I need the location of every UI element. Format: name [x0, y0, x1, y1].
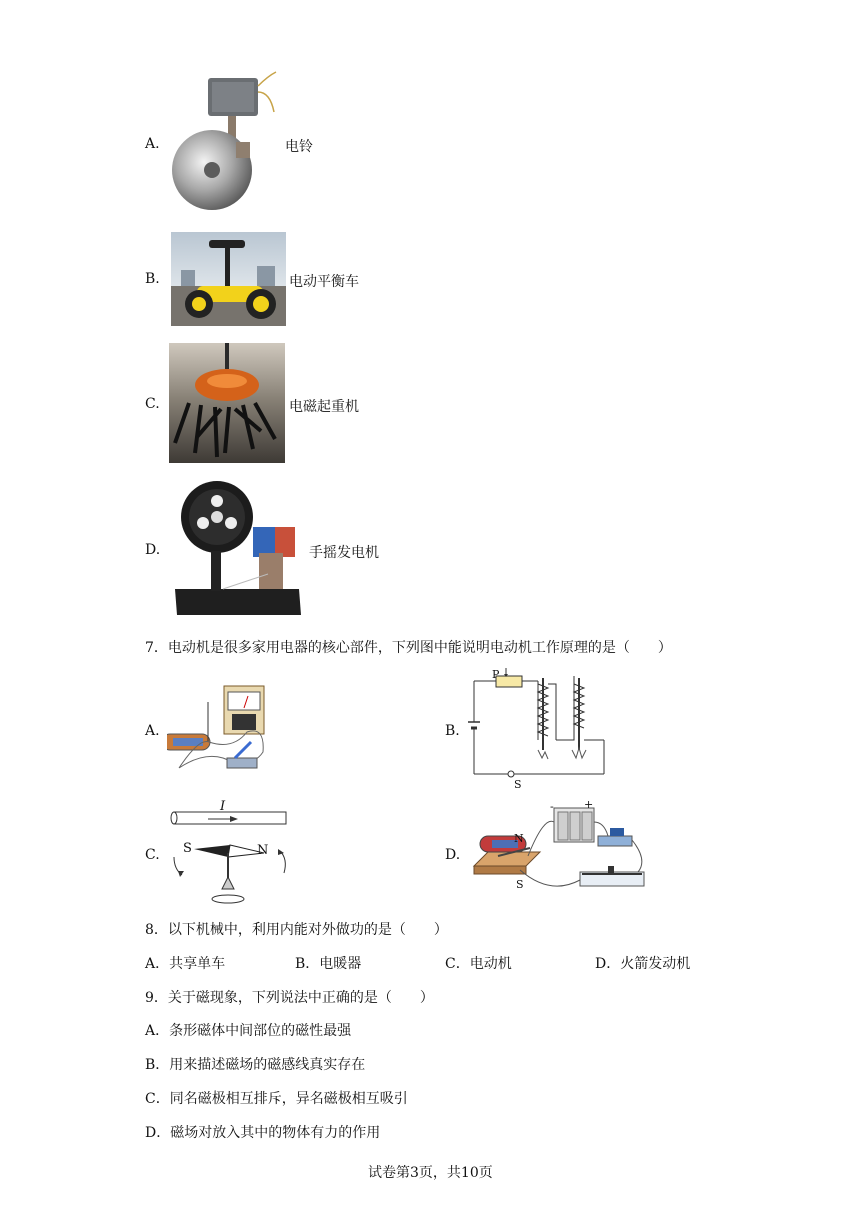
q7-c-label-south: S	[183, 841, 192, 856]
q9-stem: 9．关于磁现象，下列说法中正确的是（ ）	[145, 990, 434, 1006]
q6-option-c-caption: 电磁起重机	[289, 399, 359, 415]
q7-b-label-s: S	[514, 778, 522, 791]
q6-option-d-letter: D.	[145, 542, 161, 558]
q8-option-c-letter: C．	[445, 956, 470, 972]
q7-b-label-p: P	[492, 668, 500, 681]
q6-option-c-letter: C.	[145, 396, 160, 412]
q8-option-c	[445, 953, 512, 973]
electromagnets-circuit-icon	[466, 664, 612, 794]
q6-option-a-caption: 电铃	[285, 139, 313, 155]
q8-option-c-text: 电动机	[469, 956, 512, 972]
q8-option-b	[295, 953, 361, 973]
q7-option-c-letter: C.	[145, 847, 160, 863]
q7-d-label-north: N	[514, 832, 524, 845]
q8-option-d-text: 火箭发动机	[620, 956, 691, 972]
q9-option-a: A．条形磁体中间部位的磁性最强	[145, 1023, 352, 1039]
self-balancing-scooter-icon	[171, 232, 286, 326]
q7-option-d-letter: D.	[445, 847, 461, 863]
q8-option-d	[595, 953, 690, 973]
q8-stem: 8．以下机械中，利用内能对外做功的是（ ）	[145, 922, 448, 938]
q7-d-label-south: S	[516, 878, 524, 891]
q6-option-d-caption: 手摇发电机	[309, 545, 379, 561]
motor-principle-setup-icon	[468, 800, 648, 900]
q8-option-b-letter: B．	[295, 956, 320, 972]
q7-c-label-current: I	[220, 799, 226, 814]
q7-stem: 7．电动机是很多家用电器的核心部件，下列图中能说明电动机工作原理的是（ ）	[145, 640, 672, 656]
q8-option-a-letter: A．	[145, 956, 170, 972]
q8-option-a-text: 共享单车	[169, 956, 226, 972]
q6-option-b-caption: 电动平衡车	[289, 274, 359, 290]
q9-option-b: B．用来描述磁场的磁感线真实存在	[145, 1057, 366, 1073]
q9-option-d: D．磁场对放入其中的物体有力的作用	[145, 1125, 381, 1141]
q8-option-d-letter: D．	[595, 956, 621, 972]
electromagnetic-crane-icon	[169, 343, 285, 463]
page-footer: 试卷第3页，共10页	[368, 1165, 493, 1181]
galvanometer-induction-setup-icon	[167, 684, 272, 774]
q7-option-a-letter: A.	[145, 723, 160, 739]
q7-option-b-letter: B.	[445, 723, 460, 739]
electric-bell-icon	[170, 70, 280, 216]
q7-c-label-north: N	[257, 843, 269, 858]
q6-option-a-letter: A.	[145, 136, 160, 152]
hand-crank-generator-icon	[173, 479, 305, 617]
q7-d-label-minus: -	[550, 800, 554, 813]
q9-option-c: C．同名磁极相互排斥，异名磁极相互吸引	[145, 1091, 408, 1107]
q6-option-b-letter: B.	[145, 271, 160, 287]
q8-option-a	[145, 953, 225, 973]
q7-d-label-plus: +	[584, 800, 594, 811]
oersted-experiment-icon	[164, 795, 292, 907]
q8-option-b-text: 电暖器	[319, 956, 362, 972]
